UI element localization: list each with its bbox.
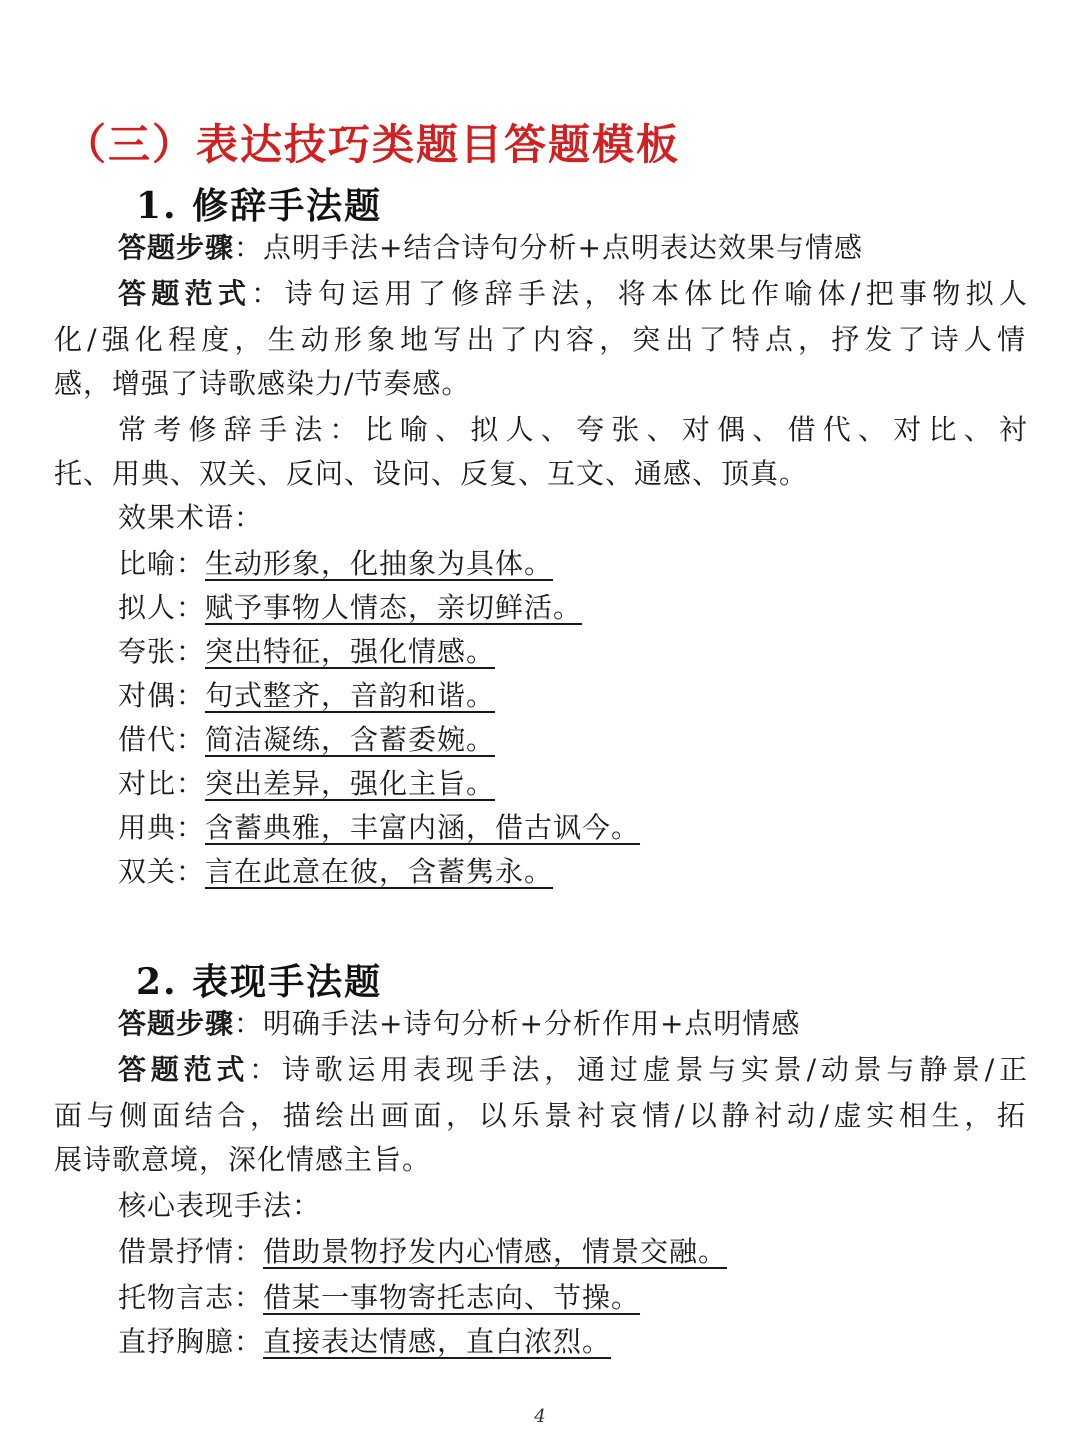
common-rhetoric-line-1: 常考修辞手法：比喻、拟人、夸张、对偶、借代、对比、衬 — [118, 413, 1028, 446]
term-value: 突出差异，强化主旨。 — [205, 767, 496, 800]
steps-text: ：明确手法+诗句分析+分析作用+点明情感 — [234, 1007, 801, 1040]
rhetoric-steps — [118, 228, 863, 268]
term-value: 简洁凝练，含蓄委婉。 — [205, 723, 496, 756]
term-name: 拟人： — [118, 591, 206, 624]
expression-format-line-1 — [118, 1050, 1028, 1090]
term-name: 用典： — [118, 811, 206, 844]
expression-format-line-3: 展诗歌意境，深化情感主旨。 — [54, 1143, 432, 1176]
rhetoric-format-line-1 — [118, 274, 1028, 314]
term-name: 双关： — [118, 855, 206, 888]
term-row — [118, 852, 567, 892]
expression-heading: 2. 表现手法题 — [136, 961, 383, 1003]
method-row — [118, 1232, 741, 1272]
term-row — [118, 808, 654, 848]
expression-steps — [118, 1004, 800, 1044]
method-name: 直抒胸臆： — [118, 1325, 264, 1358]
term-row — [118, 544, 567, 584]
format-text: ：诗歌运用表现手法，通过虚景与实景/动景与静景/正 — [249, 1053, 1028, 1086]
common-rhetoric-line-2: 托、用典、双关、反问、设问、反复、互文、通感、顶真。 — [54, 457, 809, 490]
term-row — [118, 632, 509, 672]
term-value: 句式整齐，音韵和谐。 — [205, 679, 496, 712]
term-row — [118, 676, 509, 716]
term-value: 含蓄典雅，丰富内涵，借古讽今。 — [205, 811, 641, 844]
rhetoric-format-line-2: 化/强化程度，生动形象地写出了内容，突出了特点，抒发了诗人情 — [54, 323, 1026, 356]
rhetoric-format-line-3: 感，增强了诗歌感染力/节奏感。 — [54, 367, 471, 400]
method-value: 借助景物抒发内心情感，情景交融。 — [263, 1235, 728, 1268]
term-row — [118, 588, 596, 628]
term-value: 突出特征，强化情感。 — [205, 635, 496, 668]
term-name: 借代： — [118, 723, 206, 756]
format-text: ：诗句运用了修辞手法，将本体比作喻体/把事物拟人 — [251, 277, 1028, 310]
method-row — [118, 1322, 625, 1362]
steps-text: ：点明手法+结合诗句分析+点明表达效果与情感 — [234, 231, 863, 264]
steps-label: 答题步骤 — [118, 1007, 235, 1040]
effect-terms-heading: 效果术语： — [118, 501, 264, 534]
section-title: （三）表达技巧类题目答题模板 — [64, 120, 681, 169]
method-name: 借景抒情： — [118, 1235, 264, 1268]
expression-format-line-2: 面与侧面结合，描绘出画面，以乐景衬哀情/以静衬动/虚实相生，拓 — [54, 1099, 1026, 1132]
rhetoric-heading: 1. 修辞手法题 — [136, 185, 383, 227]
term-value: 赋予事物人情态，亲切鲜活。 — [205, 591, 583, 624]
format-label: 答题范式 — [118, 1053, 250, 1086]
term-name: 对比： — [118, 767, 206, 800]
term-row — [118, 764, 509, 804]
term-name: 夸张： — [118, 635, 206, 668]
format-label: 答题范式 — [118, 277, 252, 310]
term-name: 比喻： — [118, 547, 206, 580]
method-value: 直接表达情感，直白浓烈。 — [263, 1325, 612, 1358]
term-name: 对偶： — [118, 679, 206, 712]
steps-label: 答题步骤 — [118, 231, 235, 264]
core-methods-heading: 核心表现手法： — [118, 1189, 322, 1222]
method-name: 托物言志： — [118, 1281, 264, 1314]
method-value: 借某一事物寄托志向、节操。 — [263, 1281, 641, 1314]
method-row — [118, 1278, 654, 1318]
page-number: 4 — [534, 1406, 546, 1427]
term-row — [118, 720, 509, 760]
term-value: 言在此意在彼，含蓄隽永。 — [205, 855, 554, 888]
term-value: 生动形象，化抽象为具体。 — [205, 547, 554, 580]
